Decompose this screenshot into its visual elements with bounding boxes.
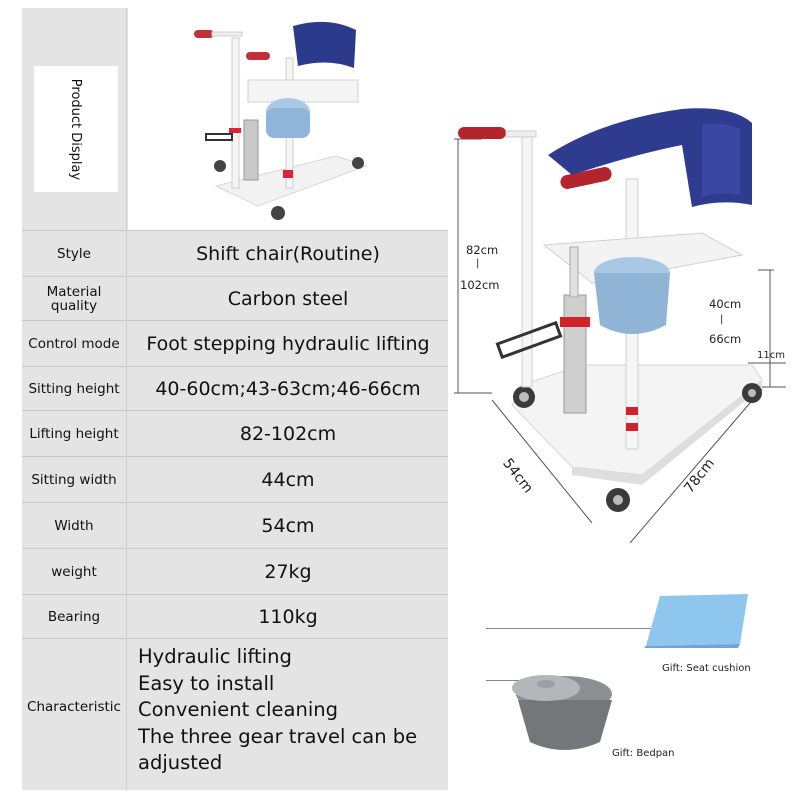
spec-value-bearing: 110kg — [258, 605, 318, 628]
spec-value-sitting-width: 44cm — [261, 468, 315, 491]
seat-cushion-image — [644, 592, 750, 648]
spec-value-control: Foot stepping hydraulic lifting — [146, 332, 430, 355]
gift-leader-line — [486, 628, 656, 629]
spec-label-weight: weight — [51, 563, 97, 580]
characteristic-item: Convenient cleaning — [138, 698, 339, 721]
table-divider — [126, 8, 127, 790]
characteristic-item: The three gear travel can be — [138, 724, 418, 748]
dimension-clearance: 11cm — [757, 350, 785, 361]
gift-seat-cushion-label: Gift: Seat cushion — [662, 663, 751, 674]
spec-label-control: Control mode — [28, 335, 120, 352]
spec-value-width: 54cm — [261, 514, 315, 537]
characteristic-list — [138, 644, 417, 777]
spec-value-weight: 27kg — [264, 560, 312, 583]
characteristic-item: Easy to install — [138, 671, 275, 695]
bedpan-image — [508, 664, 616, 756]
shift-chair-thumbnail-image — [128, 8, 448, 230]
characteristic-item: Hydraulic lifting — [138, 645, 292, 668]
spec-value-style: Shift chair(Routine) — [196, 242, 380, 265]
dimension-separator: | — [720, 314, 724, 325]
dimension-seat-max: 66cm — [709, 332, 742, 346]
product-display-text: Product Display — [68, 78, 84, 180]
dimension-length: 78cm — [681, 455, 718, 497]
spec-label-material: Material quality — [46, 283, 102, 314]
characteristic-item: adjusted — [138, 751, 223, 774]
product-display-label — [34, 66, 118, 192]
spec-value-lifting-height: 82-102cm — [239, 422, 337, 445]
spec-label-style: Style — [57, 245, 91, 262]
dimension-separator: | — [476, 258, 480, 269]
dimension-height-max: 102cm — [460, 278, 500, 292]
dimension-height-min: 82cm — [466, 243, 499, 257]
shift-chair-dimension-image — [452, 95, 792, 555]
spec-value-sitting-height: 40-60cm;43-63cm;46-66cm — [155, 377, 421, 400]
spec-label-width: Width — [54, 517, 94, 534]
spec-value-material: Carbon steel — [227, 287, 349, 310]
spec-label-characteristic: Characteristic — [27, 699, 121, 715]
spec-label-lifting-height: Lifting height — [29, 425, 119, 442]
spec-label-sitting-height: Sitting height — [28, 380, 120, 397]
spec-label-bearing: Bearing — [47, 608, 101, 625]
dimension-depth: 54cm — [499, 455, 536, 497]
spec-label-sitting-width: Sitting width — [31, 471, 117, 488]
dimension-seat-min: 40cm — [709, 297, 742, 311]
gift-bedpan-label: Gift: Bedpan — [612, 748, 675, 759]
product-thumbnail — [128, 8, 448, 230]
